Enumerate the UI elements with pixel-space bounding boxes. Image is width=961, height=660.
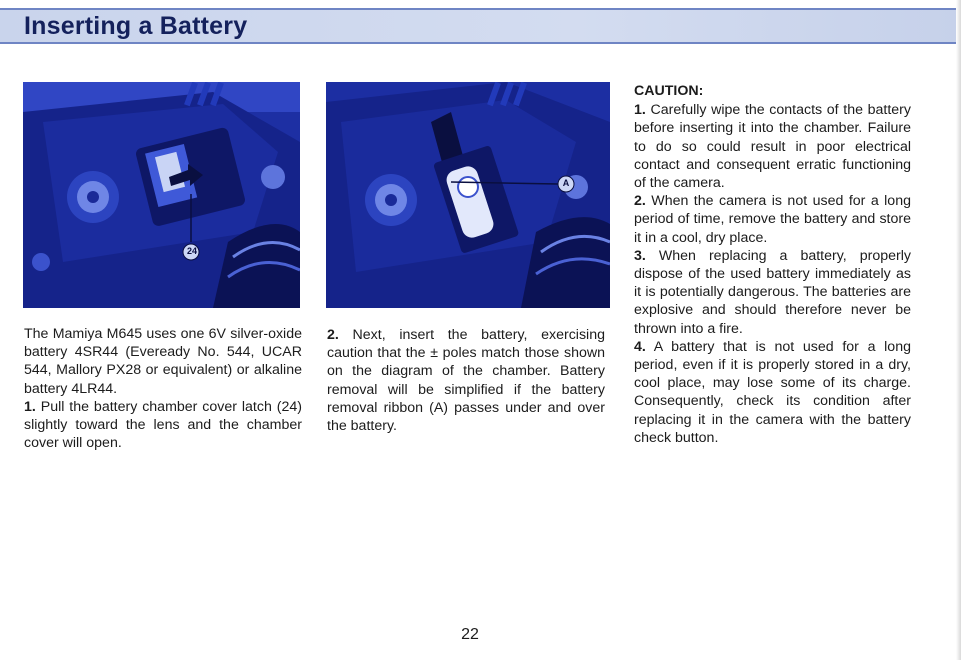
step-1-text: Pull the battery chamber cover latch (24) slightly toward the lens and the chamber cover will open. bbox=[24, 398, 302, 452]
column-2-text bbox=[327, 326, 605, 435]
step-2-text: Next, insert the battery, exercising caution that the ± poles match those shown on the diagram of the chamber. Battery removal will be simplified if the battery removal ribbon (A) passes under and over the battery. bbox=[327, 327, 605, 435]
column-1-text bbox=[24, 325, 302, 452]
caution-item-text: Carefully wipe the contacts of the battery before inserting it into the chamber. Failure to do so could result in poor electrical contact and consequent erratic functioning of the camera. bbox=[634, 102, 912, 192]
caution-item-text: When the camera is not used for a long period of time, remove the battery and store it in a cool, dry place. bbox=[634, 193, 911, 246]
caution-item-number: 4. bbox=[634, 338, 646, 355]
page-number: 22 bbox=[461, 626, 479, 643]
caution-item bbox=[634, 247, 911, 338]
step-2-number: 2. bbox=[327, 327, 339, 343]
caution-section bbox=[634, 82, 911, 447]
battery-intro-text: The Mamiya M645 uses one 6V silver-oxide battery 4SR44 (Eveready No. 544, UCAR 544, Mallory PX28 or equivalent) or alkaline battery 4LR44. bbox=[24, 326, 302, 397]
caution-item-text: When replacing a battery, properly dispose of the used battery immediately as it is potentially dangerous. The batteries are explosive and should therefore never be thrown into a fire. bbox=[634, 247, 911, 337]
caution-item-number: 1. bbox=[634, 102, 646, 119]
step-1-number: 1. bbox=[24, 398, 36, 415]
page-edge-shadow bbox=[956, 0, 961, 660]
battery-chamber-latch-photo bbox=[23, 82, 300, 308]
caution-item bbox=[634, 192, 911, 247]
caution-item-text: A battery that is not used for a long period, even if it is properly stored in a dry, cool place, may lose some of its charge. Consequently, check its condition after replacing it in the camera with the battery check button. bbox=[634, 338, 911, 446]
caution-heading: CAUTION: bbox=[634, 83, 704, 99]
caution-item-number: 2. bbox=[634, 193, 646, 210]
caution-item-number: 3. bbox=[634, 247, 646, 264]
latch-callout-label: 24 bbox=[186, 246, 197, 256]
battery-insertion-photo bbox=[326, 82, 610, 308]
ribbon-callout-label: A bbox=[562, 178, 570, 188]
page-title: Inserting a Battery bbox=[24, 12, 248, 40]
caution-item bbox=[634, 338, 911, 447]
caution-item bbox=[634, 101, 911, 192]
